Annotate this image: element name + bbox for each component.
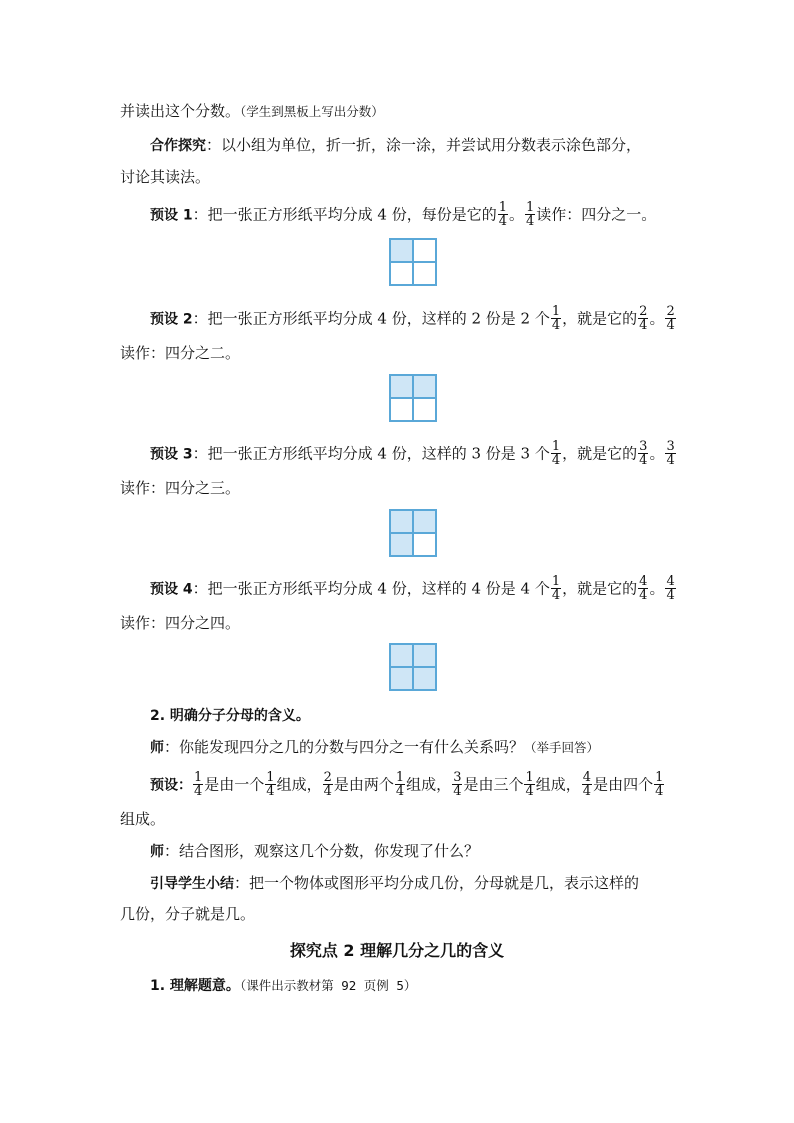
preset-relation: 预设： $\frac{1}{4}$ 是由一个 $\frac{1}{4}$ 组成， $\frac{2}{4}$ 是由两个 $\frac{1}{4}$ 组成， $\frac{3}{4}$ 是由三个 $\frac{1}{4}$ 组成， $\frac{4}{4}$ 是由四个 $\frac{1}{4}$: [150, 770, 664, 799]
fraction-one-quarter: [265, 771, 275, 798]
denominator: 4: [666, 588, 675, 603]
numerator: 1: [526, 200, 535, 215]
shaded-quarter: [413, 667, 436, 690]
fraction-one-quarter: [551, 440, 561, 467]
preset-3: [150, 441, 677, 468]
square-diagram-4: [389, 643, 437, 691]
denominator: 4: [655, 784, 664, 799]
preset-2-read-text: 读作：四分之二。: [120, 344, 241, 362]
relation-text: 是由三个: [463, 775, 524, 794]
shaded-quarter: [390, 644, 413, 667]
preset-3-read: [120, 477, 240, 499]
preset-4-read-text: 读作：四分之四。: [120, 614, 241, 632]
teacher-question-2: [150, 840, 479, 863]
period: 。: [509, 205, 525, 224]
preset-2: [150, 306, 677, 333]
unshaded-quarter: [390, 398, 413, 421]
denominator: 4: [639, 318, 648, 333]
fraction-three-quarters: [665, 440, 675, 467]
shaded-quarter: [413, 510, 436, 533]
section-3-note: （课件出示教材第 92 页例 5）: [239, 978, 417, 993]
teacher-note: （举手回答）: [524, 740, 600, 755]
fraction-four-quarters: [665, 575, 675, 602]
numerator: 1: [551, 439, 561, 454]
summary-label: 引导学生小结: [150, 876, 234, 892]
fraction-one-quarter: [551, 305, 561, 332]
denominator: 4: [498, 214, 507, 229]
square-diagram-1: [389, 238, 437, 286]
shaded-quarter: [390, 375, 413, 398]
paragraph-cooperate: [150, 134, 641, 157]
paragraph-intro: [120, 100, 384, 123]
preset-1-label: 预设 1: [150, 207, 193, 224]
denominator: 4: [453, 784, 462, 799]
numerator: 1: [551, 574, 561, 589]
unshaded-quarter: [413, 533, 436, 556]
preset-1-read: 读作：四分之一。: [536, 205, 657, 224]
teacher-question-1: [150, 736, 599, 759]
relation-cont: 组成。: [120, 810, 166, 828]
fraction-four-quarters: [638, 575, 648, 602]
numerator: 3: [639, 439, 648, 454]
preset-3-text-b: ，就是它的: [562, 444, 638, 463]
numerator: 1: [655, 770, 664, 785]
preset-4: [150, 576, 677, 603]
cooperate-label: 合作探究: [150, 138, 206, 154]
fraction-three-quarters: [452, 771, 462, 798]
denominator: 4: [666, 318, 675, 333]
numerator: 3: [666, 439, 675, 454]
fraction-one-quarter: [524, 771, 534, 798]
preset-1-text: ：把一张正方形纸平均分成 4 份，每份是它的: [192, 205, 497, 224]
unshaded-quarter: [413, 239, 436, 262]
period: 。: [649, 444, 665, 463]
section-2-title: 2. 明确分子分母的含义。: [150, 708, 310, 724]
preset-2-text-b: ，就是它的: [562, 309, 638, 328]
summary-cont-text: 几份，分子就是几。: [120, 905, 256, 923]
fraction-two-quarters: [638, 305, 648, 332]
fraction-four-quarters: [582, 771, 592, 798]
unshaded-quarter: [413, 262, 436, 285]
denominator: 4: [526, 214, 535, 229]
teacher-label: 师: [150, 740, 164, 756]
numerator: 1: [525, 770, 534, 785]
period: 。: [649, 579, 665, 598]
numerator: 4: [582, 770, 592, 785]
fraction-three-quarters: [638, 440, 648, 467]
numerator: 2: [639, 304, 648, 319]
preset-relation-cont: [120, 808, 165, 830]
section-3: [150, 974, 416, 997]
numerator: 1: [266, 770, 275, 785]
relation-text: 组成，: [276, 775, 322, 794]
square-diagram-2: [389, 374, 437, 422]
summary-cont: [120, 903, 255, 925]
denominator: 4: [639, 588, 648, 603]
shaded-quarter: [413, 375, 436, 398]
denominator: 4: [395, 784, 405, 799]
section-3-title: 1. 理解题意。: [150, 978, 240, 994]
preset-3-read-text: 读作：四分之三。: [120, 479, 241, 497]
preset-2-label: 预设 2: [150, 311, 193, 328]
preset-label: 预设: [150, 777, 178, 794]
denominator: 4: [551, 588, 561, 603]
preset-4-label: 预设 4: [150, 581, 193, 598]
denominator: 4: [551, 453, 561, 468]
denominator: 4: [582, 784, 592, 799]
relation-text: 组成，: [535, 775, 581, 794]
relation-text: 是由一个: [204, 775, 265, 794]
cooperate-text: ：以小组为单位，折一折，涂一涂，并尝试用分数表示涂色部分，: [206, 136, 642, 154]
shaded-quarter: [390, 667, 413, 690]
preset-4-read: [120, 612, 240, 634]
numerator: 1: [498, 200, 507, 215]
fraction-two-quarters: [665, 305, 675, 332]
teacher-label: 师: [150, 844, 164, 860]
unshaded-quarter: [390, 262, 413, 285]
fraction-two-quarters: [323, 771, 333, 798]
fraction-one-quarter: [193, 771, 203, 798]
denominator: 4: [525, 784, 534, 799]
relation-text: 是由四个: [593, 775, 654, 794]
unshaded-quarter: [413, 398, 436, 421]
shaded-quarter: [413, 644, 436, 667]
fraction-one-quarter: [654, 771, 664, 798]
relation-text: 组成，: [406, 775, 452, 794]
denominator: 4: [266, 784, 275, 799]
numerator: 2: [666, 304, 675, 319]
intro-text: 并读出这个分数。: [120, 102, 241, 120]
section-heading: 探究点 2 理解几分之几的含义: [289, 941, 505, 960]
summary: [150, 872, 639, 895]
denominator: 4: [666, 453, 675, 468]
teacher-question-text: ：你能发现四分之几的分数与四分之一有什么关系吗？: [164, 738, 525, 756]
square-diagram-3: [389, 509, 437, 557]
period: 。: [649, 309, 665, 328]
relation-text: 是由两个: [333, 775, 394, 794]
numerator: 1: [194, 770, 203, 785]
teacher-question-text: ：结合图形，观察这几个分数，你发现了什么？: [164, 842, 480, 860]
paragraph-cooperate-cont: [120, 166, 210, 188]
shaded-quarter: [390, 510, 413, 533]
cooperate-cont: 讨论其读法。: [120, 168, 211, 186]
numerator: 1: [551, 304, 561, 319]
fraction-one-quarter: [498, 201, 508, 228]
denominator: 4: [194, 784, 203, 799]
summary-text: ：把一个物体或图形平均分成几份，分母就是几，表示这样的: [234, 874, 640, 892]
shaded-quarter: [390, 533, 413, 556]
fraction-one-quarter: [525, 201, 535, 228]
denominator: 4: [323, 784, 332, 799]
preset-3-text: ：把一张正方形纸平均分成 4 份，这样的 3 份是 3 个: [192, 444, 550, 463]
fraction-one-quarter: [395, 771, 405, 798]
numerator: 4: [666, 574, 675, 589]
numerator: 4: [639, 574, 648, 589]
intro-note: （学生到黑板上写出分数）: [240, 104, 384, 119]
preset-4-text-b: ，就是它的: [562, 579, 638, 598]
shaded-quarter: [390, 239, 413, 262]
denominator: 4: [639, 453, 648, 468]
denominator: 4: [551, 318, 561, 333]
numerator: 2: [323, 770, 332, 785]
preset-2-text: ：把一张正方形纸平均分成 4 份，这样的 2 份是 2 个: [192, 309, 550, 328]
numerator: 3: [453, 770, 462, 785]
preset-1: [150, 202, 656, 229]
preset-3-label: 预设 3: [150, 446, 193, 463]
fraction-one-quarter: [551, 575, 561, 602]
preset-2-read: [120, 342, 240, 364]
numerator: 1: [395, 770, 405, 785]
preset-4-text: ：把一张正方形纸平均分成 4 份，这样的 4 份是 4 个: [192, 579, 550, 598]
